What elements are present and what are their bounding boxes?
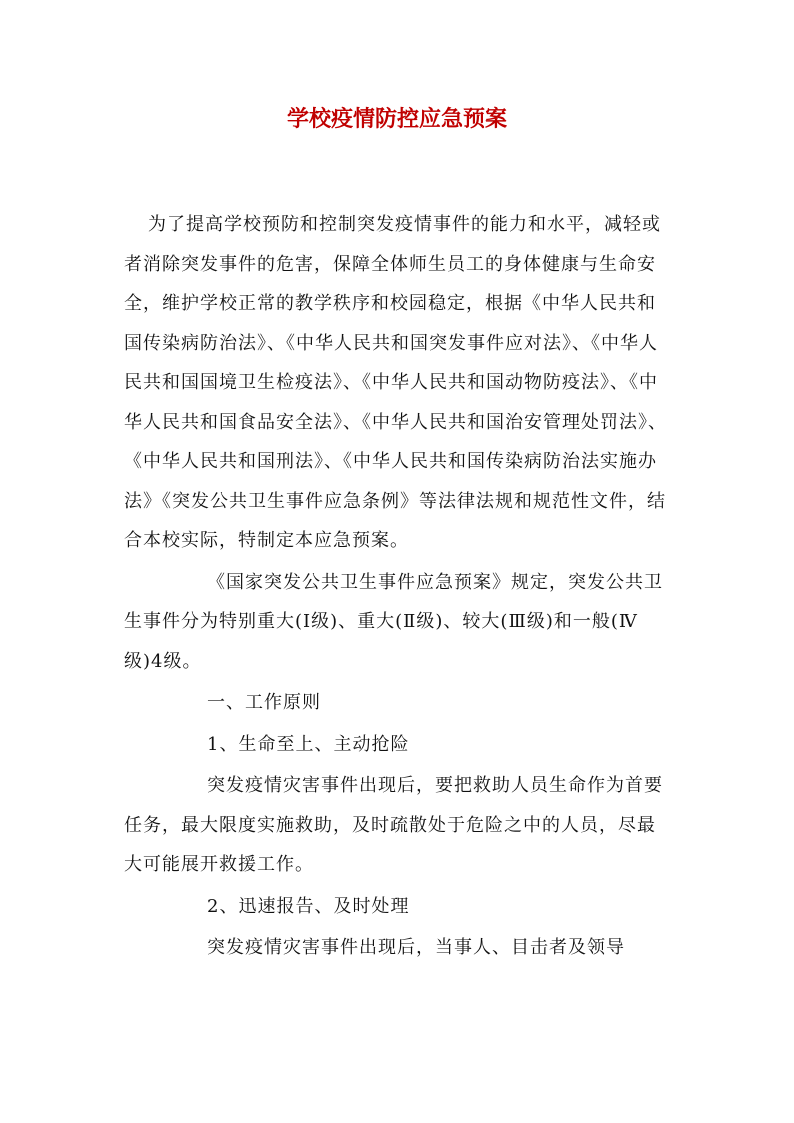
principle-1-paragraph: 突发疫情灾害事件出现后，要把救助人员生命作为首要任务，最大限度实施救助，及时疏散处于危险之中的人员，尽最大可能展开救援工作。	[124, 775, 663, 875]
grading-paragraph: 《国家突发公共卫生事件应急预案》规定，突发公共卫生事件分为特别重大(Ⅰ级)、重大(Ⅱ级)、较大(Ⅲ级)和一般(Ⅳ级)4级。	[124, 571, 663, 672]
section-heading-principles: 一、工作原则	[207, 692, 321, 713]
document-body	[124, 205, 670, 968]
intro-paragraph: 为了提高学校预防和控制突发疫情事件的能力和水平，减轻或者消除突发事件的危害，保障全体师生员工的身体健康与生命安全，维护学校正常的教学秩序和校园稳定，根据《中华人民共和国传染病防治法》、《中华人民共和国突发事件应对法》、《中华人民共和国国境卫生检疫法》、《中华人民共和国动物防疫法》、《中华人民共和国食品安全法》、《中华人民共和国治安管理处罚法》、《中华人民共和国刑法》、《中华人民共和国传染病防治法实施办法》《突发公共卫生事件应急条例》等法律法规和规范性文件，结合本校实际，特制定本应急预案。	[124, 214, 667, 551]
principle-1-heading: 1、生命至上、主动抢险	[207, 733, 410, 755]
principle-2-heading: 2、迅速报告、及时处理	[207, 895, 410, 917]
principle-2-paragraph: 突发疫情灾害事件出现后，当事人、目击者及领导	[207, 937, 625, 958]
document-title: 学校疫情防控应急预案	[286, 107, 507, 132]
